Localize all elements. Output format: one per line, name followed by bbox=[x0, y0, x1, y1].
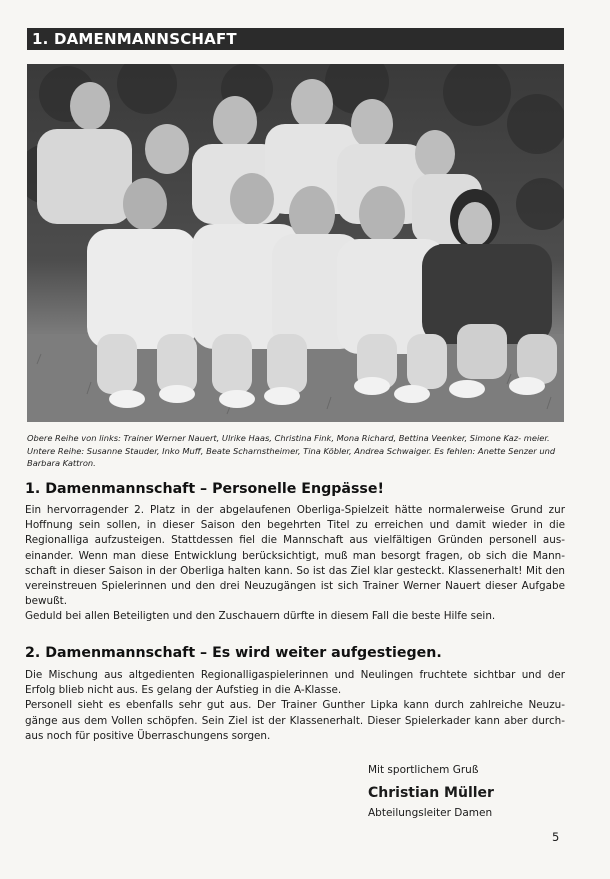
page-number: 5 bbox=[552, 830, 560, 844]
section1-heading: 1. Damenmannschaft – Personelle Engpässe! bbox=[25, 481, 384, 497]
signature-greeting: Mit sportlichem Gruß bbox=[368, 764, 479, 776]
section1-paragraph: Ein hervorragender 2. Platz in der abgelaufenen Oberliga-Spielzeit hätte normalerweise Grund zur Hoffnung sein sollen, in dieser Saison den begehrten Titel zu erreichen und damit wieder in die Regionalliga aufzusteigen. Stattdessen fiel die Mannschaft aus vielfältigen Gründen personell aus-einander. Wenn man diese Entwicklung berücksichtigt, muß man besorgt fragen, ob sich die Mann-schaft in dieser Saison in der Oberliga halten kann. So ist das Ziel klar gesteckt. Klassenerhalt! Mit den vereinstreuen Spielerinnen und den drei Neuzugängen ist sich Trainer Werner Nauert dieser Aufgabe bewußt. bbox=[25, 504, 565, 608]
section2-text bbox=[25, 668, 565, 744]
photo-caption: Obere Reihe von links: Trainer Werner Nauert, Ulrike Haas, Christina Fink, Mona Richard, Bettina Veenker, Simone Kaz- meier. Untere Reihe: Susanne Stauder, Inko Muff, Beate Scharnstheimer, Tina Köbler, Andrea Schwaiger. Es fehlen: Anette Senzer und Barbara Kattron. bbox=[27, 433, 556, 468]
section-title: 1. DAMENMANNSCHAFT bbox=[32, 30, 237, 48]
team-photo bbox=[27, 64, 564, 422]
team-photo-icon bbox=[27, 64, 564, 422]
section2-heading: 2. Damenmannschaft – Es wird weiter aufgestiegen. bbox=[25, 645, 442, 661]
section2-paragraph: Personell sieht es ebenfalls sehr gut aus. Der Trainer Gunther Lipka kann durch zahlreiche Neuzu-gänge aus dem Vollen schöpfen. Sein Ziel ist der Klassenerhalt. Dieser Spielerkader kann aber durch-aus noch für positive Überraschungens sorgen. bbox=[25, 699, 565, 742]
section1-paragraph: Geduld bei allen Beteiligten und den Zuschauern dürfte in diesem Fall die beste Hilfe sein. bbox=[25, 610, 496, 623]
signature-role: Abteilungsleiter Damen bbox=[368, 807, 493, 819]
section2-paragraph: Die Mischung aus altgedienten Regionalligaspielerinnen und Neulingen fruchtete sichtbar und der Erfolg blieb nicht aus. Es gelang der Aufstieg in die A-Klasse. bbox=[25, 669, 565, 697]
signature-block bbox=[368, 762, 568, 821]
section-title-bar bbox=[27, 28, 564, 50]
signature-name: Christian Müller bbox=[368, 785, 494, 801]
section1-text bbox=[25, 503, 565, 625]
